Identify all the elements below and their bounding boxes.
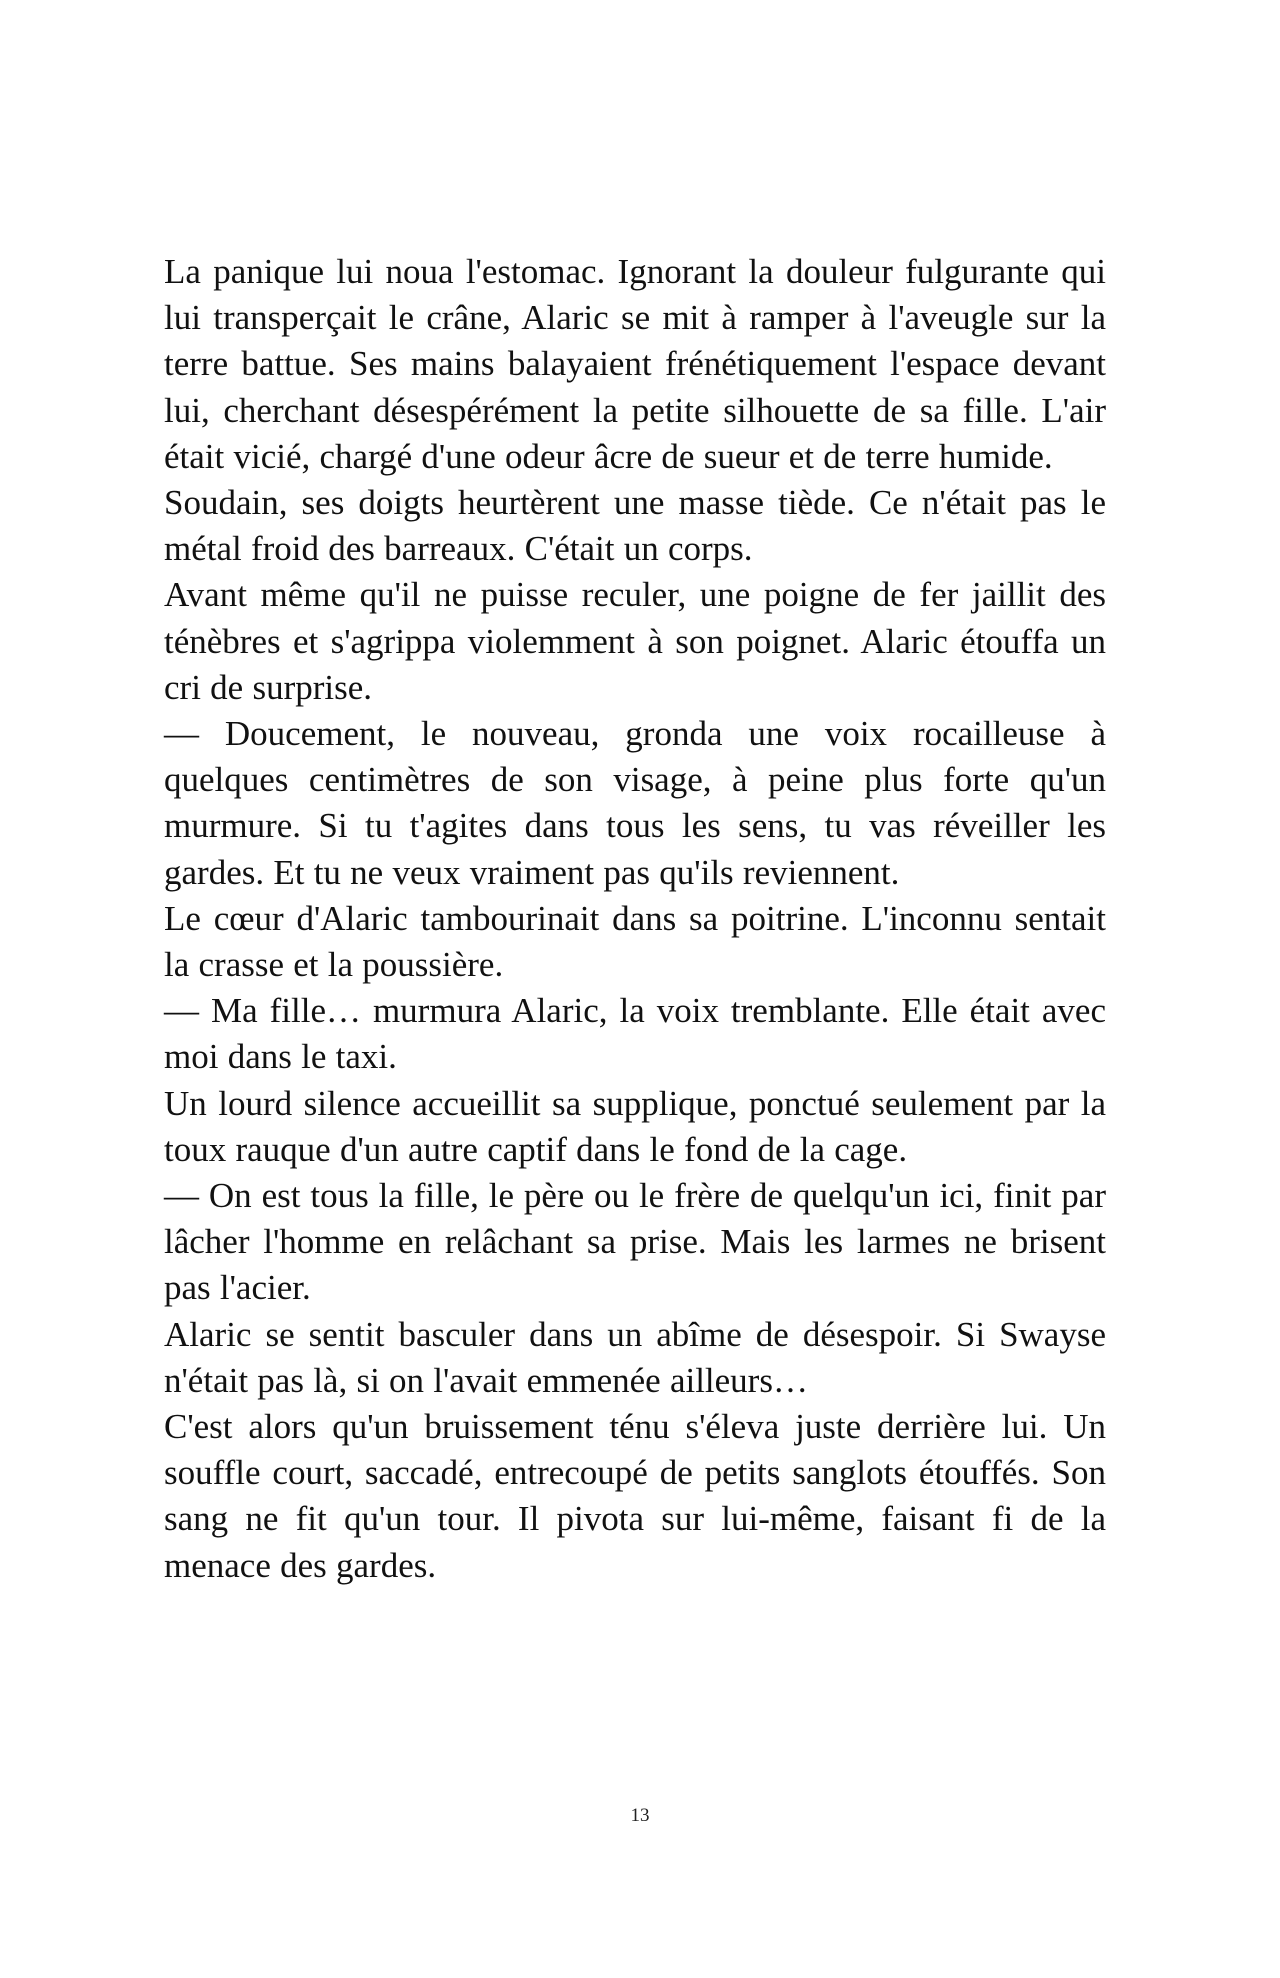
paragraph: Le cœur d'Alaric tambourinait dans sa poitrine. L'inconnu sentait la crasse et la poussière. (164, 898, 1106, 985)
paragraph: Un lourd silence accueillit sa supplique, ponctué seulement par la toux rauque d'un autre captif dans le fond de la cage. (164, 1083, 1106, 1169)
paragraph: La panique lui noua l'estomac. Ignorant la douleur fulgurante qui lui transperçait le crâne, Alaric se mit à ramper à l'aveugle sur la terre battue. Ses mains balayaient frénétiquement l'espace devant lui, cherchant désespérément la petite silhouette de sa fille. L'air était vicié, chargé d'une odeur âcre de sueur et de terre humide. (164, 252, 1106, 476)
paragraph: C'est alors qu'un bruissement ténu s'éleva juste derrière lui. Un souffle court, saccadé, entrecoupé de petits sanglots étouffés. Son sang ne fit qu'un tour. Il pivota sur lui-même, faisant fi de la menace des gardes. (164, 1407, 1106, 1585)
paragraph: Soudain, ses doigts heurtèrent une masse tiède. Ce n'était pas le métal froid des barreaux. C'était un corps. (164, 483, 1106, 569)
body-text (164, 249, 1106, 1589)
dialogue-paragraph: — Ma fille… murmura Alaric, la voix tremblante. Elle était avec moi dans le taxi. (164, 991, 1106, 1077)
paragraph: Alaric se sentit basculer dans un abîme de désespoir. Si Swayse n'était pas là, si on l'avait emmenée ailleurs… (164, 1314, 1106, 1400)
dialogue-paragraph: — On est tous la fille, le père ou le frère de quelqu'un ici, finit par lâcher l'homme en relâchant sa prise. Mais les larmes ne brisent pas l'acier. (164, 1176, 1106, 1308)
paragraph: Avant même qu'il ne puisse reculer, une poigne de fer jaillit des ténèbres et s'agrippa violemment à son poignet. Alaric étouffa un cri de surprise. (164, 575, 1106, 707)
page-number: 13 (630, 1805, 650, 1826)
dialogue-paragraph: — Doucement, le nouveau, gronda une voix rocailleuse à quelques centimètres de son visage, à peine plus forte qu'un murmure. Si tu t'agites dans tous les sens, tu vas réveiller les gardes. Et tu ne veux vraiment pas qu'ils reviennent. (164, 714, 1106, 892)
